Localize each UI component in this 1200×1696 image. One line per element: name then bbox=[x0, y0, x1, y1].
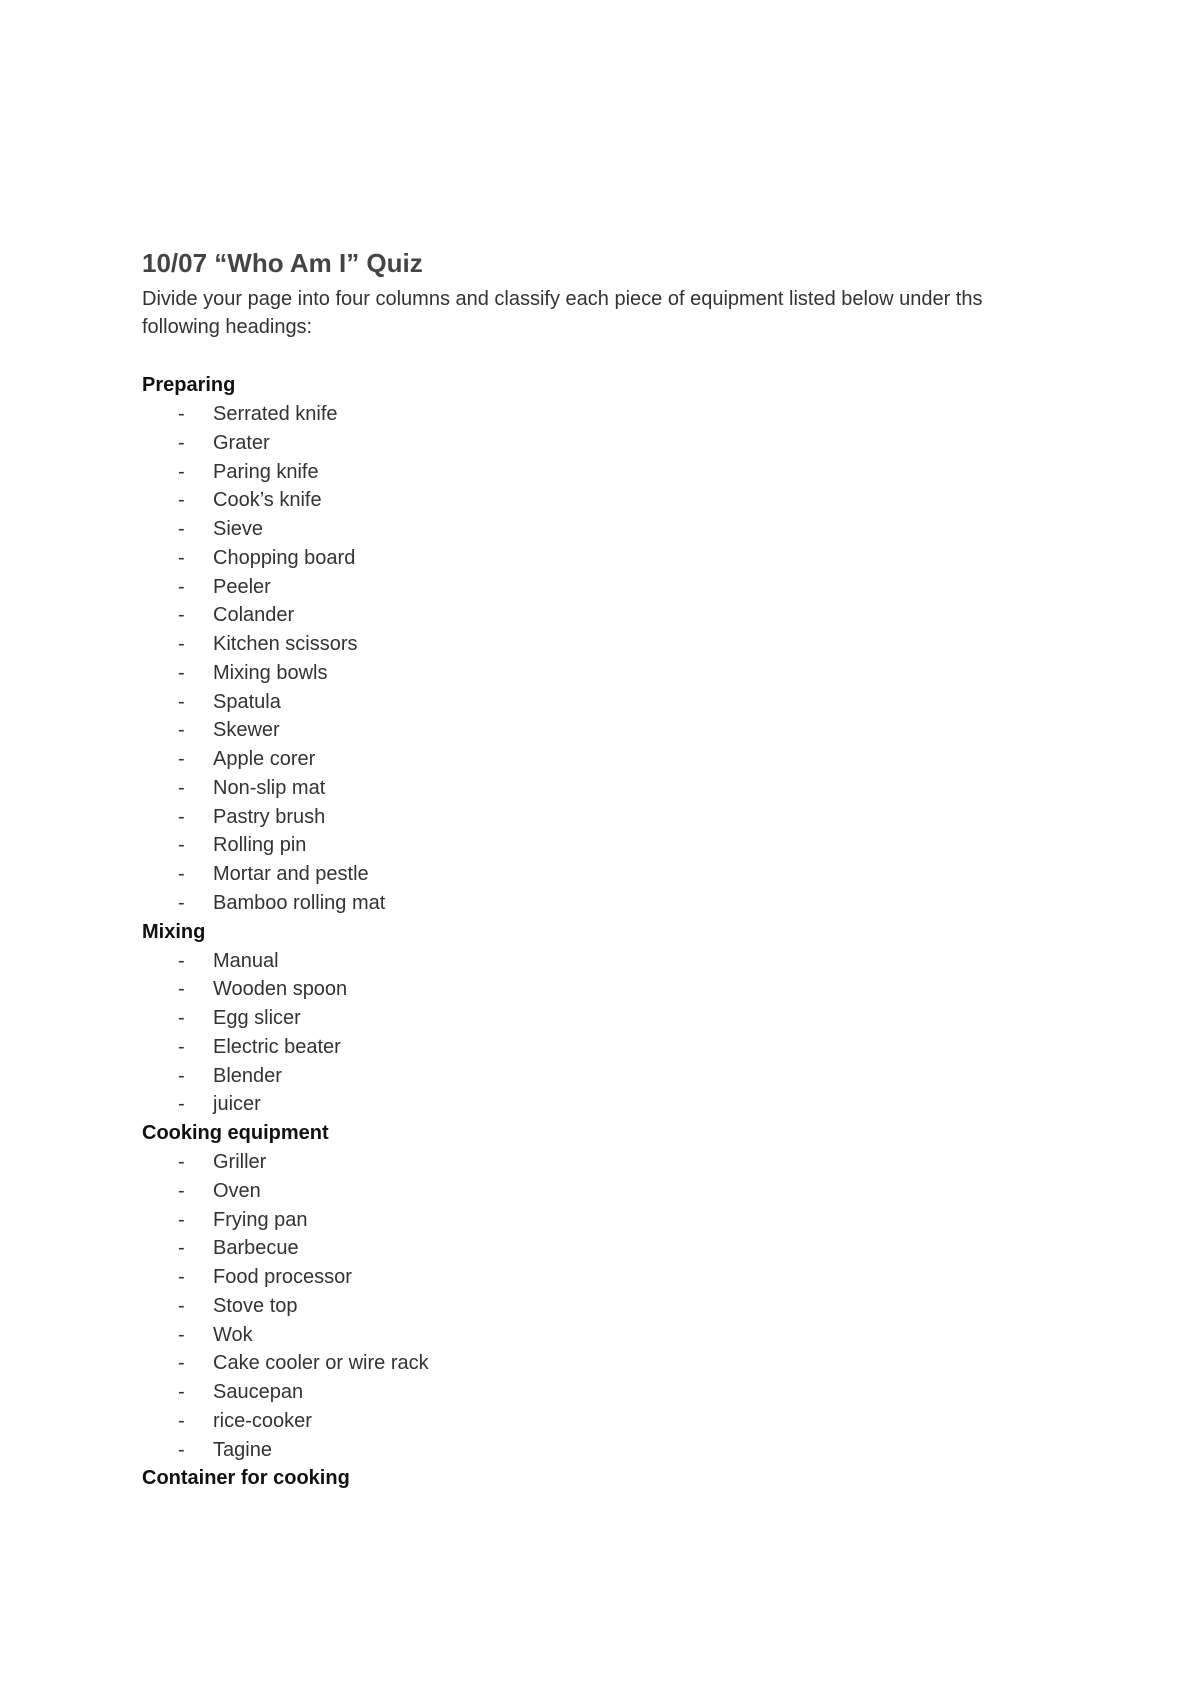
bullet-dash: - bbox=[178, 431, 185, 454]
list-item-text: Rolling pin bbox=[213, 834, 307, 857]
list-item bbox=[142, 1378, 1062, 1407]
bullet-dash: - bbox=[178, 776, 185, 799]
bullet-dash: - bbox=[178, 1093, 185, 1116]
list-item bbox=[142, 1090, 1062, 1119]
list-item bbox=[142, 400, 1062, 429]
equipment-section bbox=[142, 1464, 1062, 1493]
instructions-paragraph: Divide your page into four columns and classify each piece of equipment listed below under ths following headings: bbox=[142, 288, 983, 338]
list-item bbox=[142, 1436, 1062, 1465]
list-item-text: Serrated knife bbox=[213, 403, 338, 425]
bullet-dash: - bbox=[178, 1352, 185, 1375]
list-item-text: Chopping board bbox=[213, 546, 356, 569]
list-item-text: Cake cooler or wire rack bbox=[213, 1352, 429, 1375]
list-item-text: Spatula bbox=[213, 690, 281, 713]
section-heading: Cooking equipment bbox=[142, 1122, 329, 1144]
list-item-text: Egg slicer bbox=[213, 1007, 301, 1029]
list-item bbox=[142, 889, 1062, 918]
list-item bbox=[142, 1033, 1062, 1062]
list-item bbox=[142, 573, 1062, 602]
list-item-text: Colander bbox=[213, 604, 295, 627]
section-heading: Container for cooking bbox=[142, 1467, 350, 1490]
list-item bbox=[142, 1177, 1062, 1206]
list-item bbox=[142, 1234, 1062, 1263]
list-item bbox=[142, 975, 1062, 1004]
list-item bbox=[142, 716, 1062, 745]
list-item bbox=[142, 745, 1062, 774]
equipment-section bbox=[142, 371, 1062, 918]
list-item bbox=[142, 1263, 1062, 1292]
list-item-text: Sieve bbox=[213, 518, 264, 540]
list-item-text: Tagine bbox=[213, 1438, 272, 1461]
list-item bbox=[142, 1004, 1062, 1033]
list-item-text: Wooden spoon bbox=[213, 978, 348, 1001]
section-heading: Mixing bbox=[142, 920, 206, 943]
list-item-text: Peeler bbox=[213, 575, 271, 598]
bullet-dash: - bbox=[178, 546, 185, 569]
bullet-dash: - bbox=[178, 891, 185, 914]
bullet-dash: - bbox=[178, 604, 185, 627]
equipment-list bbox=[142, 1148, 1062, 1464]
equipment-section bbox=[142, 918, 1062, 1120]
bullet-dash: - bbox=[178, 863, 185, 885]
list-item bbox=[142, 774, 1062, 803]
list-item bbox=[142, 1349, 1062, 1378]
bullet-dash: - bbox=[178, 1007, 185, 1029]
list-item bbox=[142, 1292, 1062, 1321]
list-item-text: Frying pan bbox=[213, 1208, 308, 1231]
document-page bbox=[142, 243, 1062, 1493]
bullet-dash: - bbox=[178, 575, 185, 598]
list-item bbox=[142, 515, 1062, 544]
bullet-dash: - bbox=[178, 1438, 185, 1461]
list-item-text: Kitchen scissors bbox=[213, 633, 358, 655]
bullet-dash: - bbox=[178, 460, 185, 483]
list-item bbox=[142, 601, 1062, 630]
bullet-dash: - bbox=[178, 978, 185, 1001]
bullet-dash: - bbox=[178, 1409, 185, 1432]
bullet-dash: - bbox=[178, 1381, 185, 1403]
list-item-text: Saucepan bbox=[213, 1381, 304, 1403]
list-item-text: Wok bbox=[213, 1323, 253, 1346]
list-item-text: Mortar and pestle bbox=[213, 863, 369, 885]
list-item bbox=[142, 947, 1062, 976]
bullet-dash: - bbox=[178, 489, 185, 512]
spacer bbox=[142, 341, 1062, 371]
bullet-dash: - bbox=[178, 518, 185, 540]
list-item-text: Manual bbox=[213, 949, 279, 972]
list-item bbox=[142, 659, 1062, 688]
list-item-text: Food processor bbox=[213, 1266, 352, 1288]
list-item bbox=[142, 803, 1062, 832]
list-item bbox=[142, 544, 1062, 573]
list-item bbox=[142, 831, 1062, 860]
bullet-dash: - bbox=[178, 1179, 185, 1202]
bullet-dash: - bbox=[178, 1237, 185, 1260]
bullet-dash: - bbox=[178, 1151, 185, 1173]
bullet-dash: - bbox=[178, 719, 185, 742]
list-item-text: rice-cooker bbox=[213, 1409, 312, 1432]
list-item-text: Electric beater bbox=[213, 1035, 341, 1058]
bullet-dash: - bbox=[178, 949, 185, 972]
list-item bbox=[142, 1321, 1062, 1350]
equipment-section bbox=[142, 1119, 1062, 1464]
equipment-list bbox=[142, 947, 1062, 1120]
list-item-text: Griller bbox=[213, 1151, 267, 1173]
list-item-text: Pastry brush bbox=[213, 805, 326, 828]
bullet-dash: - bbox=[178, 1266, 185, 1288]
list-item-text: Mixing bowls bbox=[213, 661, 328, 684]
bullet-dash: - bbox=[178, 633, 185, 655]
list-item bbox=[142, 486, 1062, 515]
list-item bbox=[142, 1206, 1062, 1235]
document-title: 10/07 “Who Am I” Quiz bbox=[142, 248, 423, 278]
list-item bbox=[142, 1407, 1062, 1436]
list-item-text: Blender bbox=[213, 1064, 282, 1087]
bullet-dash: - bbox=[178, 661, 185, 684]
list-item bbox=[142, 688, 1062, 717]
list-item-text: Cook’s knife bbox=[213, 489, 322, 512]
bullet-dash: - bbox=[178, 403, 185, 425]
list-item-text: Paring knife bbox=[213, 460, 319, 483]
bullet-dash: - bbox=[178, 748, 185, 770]
list-item bbox=[142, 429, 1062, 458]
list-item bbox=[142, 630, 1062, 659]
list-item bbox=[142, 1148, 1062, 1177]
equipment-sections bbox=[142, 371, 1062, 1493]
list-item-text: Stove top bbox=[213, 1294, 298, 1317]
bullet-dash: - bbox=[178, 1064, 185, 1087]
bullet-dash: - bbox=[178, 1208, 185, 1231]
list-item-text: juicer bbox=[213, 1093, 261, 1116]
list-item bbox=[142, 860, 1062, 889]
list-item-text: Apple corer bbox=[213, 748, 316, 770]
list-item bbox=[142, 458, 1062, 487]
list-item-text: Barbecue bbox=[213, 1237, 299, 1260]
list-item-text: Grater bbox=[213, 431, 270, 454]
bullet-dash: - bbox=[178, 1035, 185, 1058]
list-item-text: Non-slip mat bbox=[213, 776, 326, 799]
bullet-dash: - bbox=[178, 1294, 185, 1317]
list-item bbox=[142, 1062, 1062, 1091]
bullet-dash: - bbox=[178, 805, 185, 828]
bullet-dash: - bbox=[178, 690, 185, 713]
equipment-list bbox=[142, 400, 1062, 918]
section-heading: Preparing bbox=[142, 374, 236, 396]
list-item-text: Bamboo rolling mat bbox=[213, 891, 386, 914]
bullet-dash: - bbox=[178, 1323, 185, 1346]
list-item-text: Skewer bbox=[213, 719, 280, 742]
bullet-dash: - bbox=[178, 834, 185, 857]
list-item-text: Oven bbox=[213, 1179, 261, 1202]
